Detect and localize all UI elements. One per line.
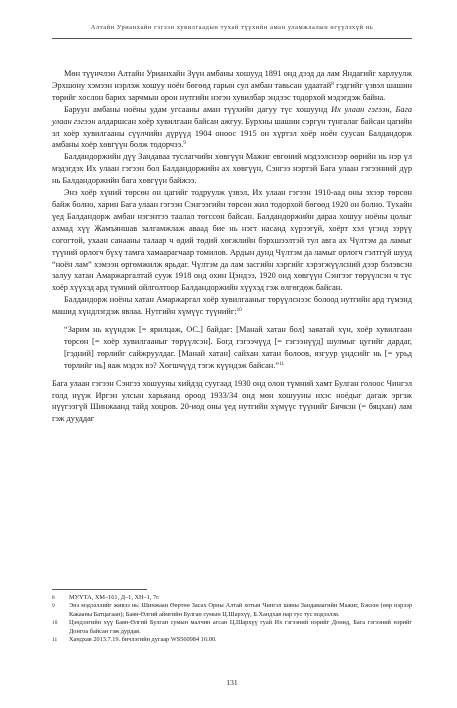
paragraph-5-text: Балдандорж ноёны хатан Амаржаргал хоёр хувилгааныг төрүүлснээс болоод нутгийн ард түмэнд машид хүндлэгдэж явлаа. Нутгийн хүмүүс түүнийг: xyxy=(52,295,412,317)
block-quote-text: “Зарим нь күүндэж [= ярилцаж, ОС.] байдаг: [Манай хатан бол] заяатай хүн, хоёр хувилгаан төрсөн [= хоёр хувилгааныг төрүүлсэн]. Богд гэгээчүүд [= гэгээнүүд] шулмыг цугийг дардаг, [гэдний] төрлийг сайжруулдаг. [Манай хатан] сайхан хатан болоов, язгуур үндсийг нь [= урьд төрлийг нь] яаж мэдэх вэ? Хөгшчүүд тэгж күүндэж байсан.” xyxy=(64,325,412,370)
footnote-text: Энэ мэдээллийг живээ нь: Шинжаан Өөртөө Засах Орны Алтай хотын Чингэл шяны Зандаваагийн Мажиг, Бэкээн (өөр нэрээр Какааны Батцагаан); Баян-Өлгий аймгийн Булган сумын Ц.Шархүү, Б.Хандхав нар тус тус мэдээлэв. xyxy=(69,602,412,618)
footnote-number: 9 xyxy=(52,603,55,610)
paragraph-3: Балдандоржийн дүү Зандаваа туслагчийн хөвгүүн Мажиг евгөний мэдээлснээр өөрийн нь нэр үл мэдэгдэх Их улаан гэгээн бол Балдандоржийн ах хөвгүүн, Сэнгээ нэртэй Бага улаан гэгээнний дүр нь Балдандоржийн бага хөвгүүн байжээ. xyxy=(52,152,412,186)
footnote-text: Цэндээгийн хүү Баян-Өлгий Булган сумын малчин агсан Ц.Шархүү гуай Их гэгээний нэрийг Донид, Бага гэгээний нэрийг Донгоа байсан гэж дурдав. xyxy=(69,619,412,635)
paragraph-2 xyxy=(52,104,412,152)
footnote-number: 8 xyxy=(52,595,55,601)
paragraph-4: Энэ хоёр хүний төрсөн он цагийг тодруулж үзвэл, Их улаан гэгээн 1910-аад оны эхээр төрсөн байж болно, харин Бага улаан гэгээн Сэнгээгийн төрсөн жил тодорхой бөгөөд 1920 он болно. Тухайн үед Балдандорж амбан нэгэнтээ таалал төгссөн байсан. Балдандоржийн дараа хошуу ноёны цолыг ахмад хүү Жамъяншав залгамжлаж аваад бие нь нэгт насанд хүрээгүй, хоёрт хэл үгэнд зэрүү согогтой, ухаан санааны талаар ч өдий төдий хөгжлийн бэрхшээлтэй тул авга ах Чүлтэм да ламыг түүний орлогч бүхү тамга хамаарагчаар томилов. Ардын дунд Чүлтэм да ламыг орлогч гэлтгүй шууд “ноён лам” хэмээн өргөмжилж ярьдаг. Чүлтэм да лам засгийн хэргийг хэрэгжүүлсний дээр бэлэвсэн залуу хатан Амаржаргалтай сууж 1918 онд охин Цэндээ, 1920 онд хөвгүүн Сэнгээг төрүүлсэн ч түс хоёр хүүхэд ард түмний ойлголтоор Балдандоржийн хүүхэд гэж өлгөгдөж байсан. xyxy=(52,188,412,293)
running-header: Алтайн Урианхайн гэгээн хувилгаадын тухай түүхийн аман уламжлалын өгүүлэхүй нь xyxy=(90,24,374,31)
paragraph-1-text-a: Мөн түүнчлэн Алтайн Урианхайн Зүүн амбаны хошууд 1891 онд дээд да лам Яндагийг харлуулж Эрхшону хэмээн нэрлэж хошуу ноён бөгөөд гарын сул амбан тавьсан удаатай xyxy=(52,69,412,90)
footnote-8 xyxy=(52,594,412,602)
footnote-11 xyxy=(52,636,412,644)
footnote-10 xyxy=(52,619,412,636)
footnote-9 xyxy=(52,602,412,619)
page-number: 131 xyxy=(226,678,238,687)
paragraph-5 xyxy=(52,294,412,318)
paragraph-2-text-b: алдаршсан хоёр хувилгаан байсан ажгуу. Бурхны шашин сэргүн түнгалаг байсан цагийн эл хоёр хувилгааны сүүлчийн дүрүүд 1904 оноос 1915 он хүртэл хоёр ноён суусан Балдандорж амбаны хоёр хөвгүүн болж тодорчээ. xyxy=(52,116,412,150)
main-text xyxy=(52,68,412,425)
footnote-ref-11[interactable]: 11 xyxy=(279,360,285,367)
footnote-text: Хандхав 2013.7.19. бичлэгийн дугаар WS560984 16:00. xyxy=(69,636,217,644)
footnote-ref-8[interactable]: 8 xyxy=(331,80,334,87)
footnote-ref-10[interactable]: 10 xyxy=(236,307,242,314)
block-quote xyxy=(64,324,412,372)
footnotes xyxy=(52,594,412,644)
paragraph-2-text-a: Баруун амбаны ноёны удам угсааны аман түүхийн дагуу түс хошуунд xyxy=(64,104,332,114)
footnote-number: 11 xyxy=(52,637,58,644)
paragraph-6: Бага улаан гэгээн Сэнгээ хошууны хийдэд суугаад 1930 онд олон түмний хамт Булган голоос Чингэл голд нүүж Иргэн улсын харьяанд ороод 1933/34 онд мөн хошууны ихэс ноёдыг дагаж эргэж нүүгээгүй Шинжаанд тайд хоцров. 20-иод оны үед нутгийн хүмүүс түүнийг Бичкэн (= бяцхан) лам гэж дууддаг xyxy=(52,378,412,424)
footnote-rule xyxy=(52,589,147,590)
footnote-ref-9[interactable]: 9 xyxy=(183,140,186,147)
paragraph-1 xyxy=(52,68,412,104)
paragraph-2-italic-names: Их улаан гэгээн, Бага улаан гэгээн xyxy=(52,104,412,126)
footnote-text: МУҮТА, ХМ–161, Д–1, ХН–1, 7г. xyxy=(69,594,160,601)
footnote-number: 10 xyxy=(52,620,58,627)
header-rule xyxy=(52,38,412,39)
paragraph-1-text-b: гэдгийг үзвэл шашин төрийг хослон барих зарчмын орон нутгийн нэгэн хувилбар эндээс тодорхой мэдэгдэж байна. xyxy=(52,80,413,102)
